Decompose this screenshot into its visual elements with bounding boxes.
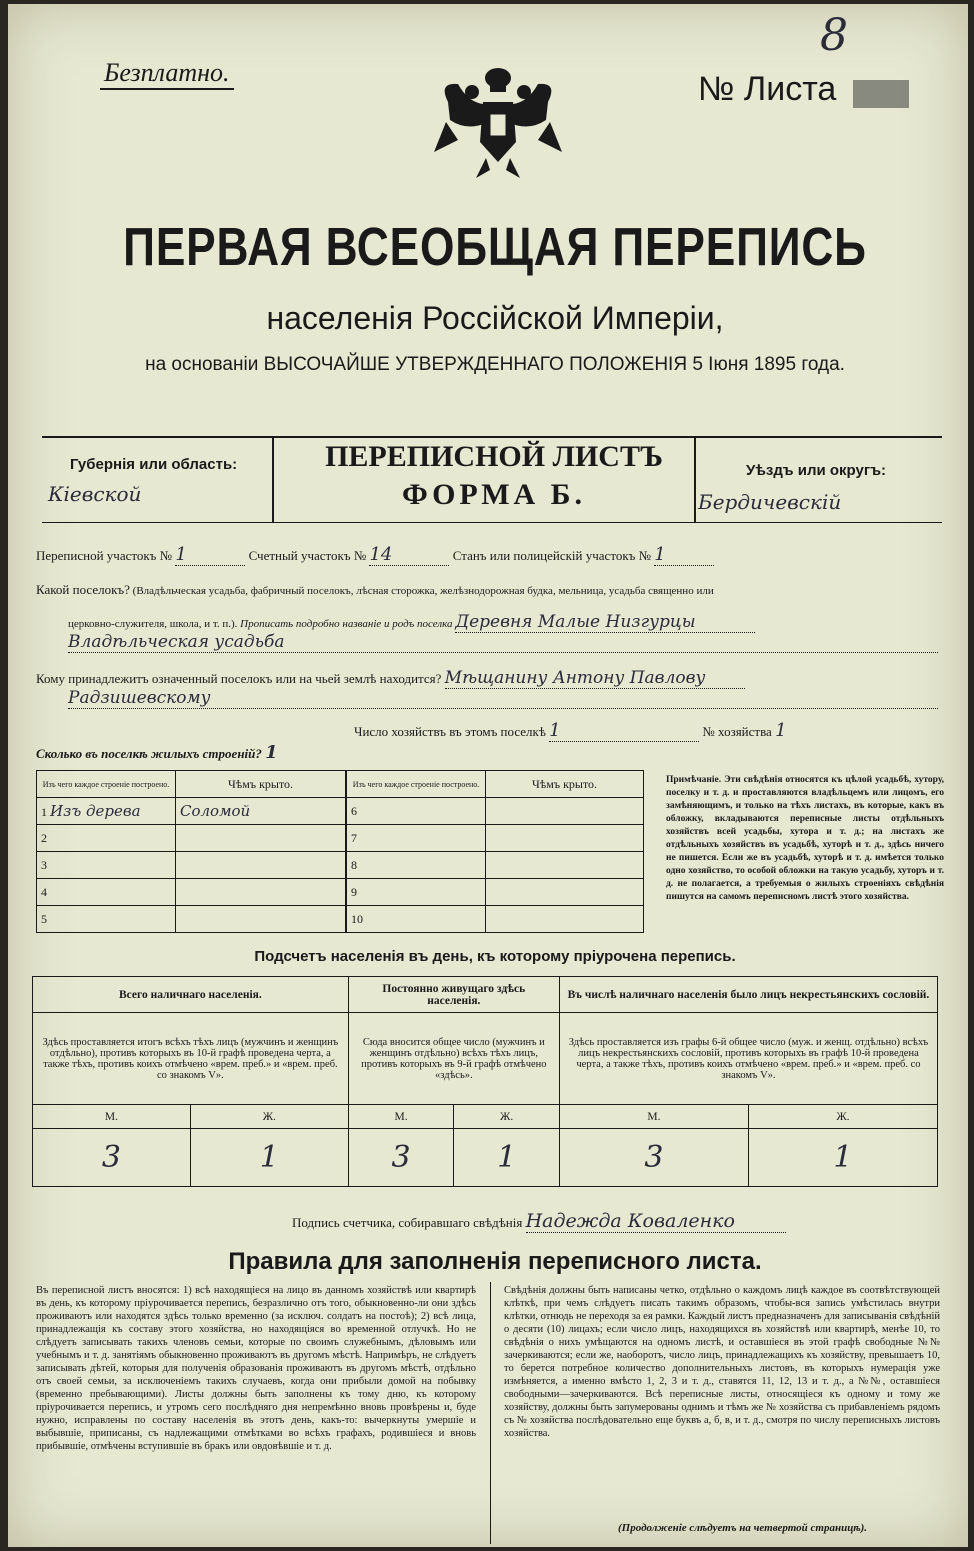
count-title: Подсчетъ населенія въ день, къ которому пріурочена перепись. — [254, 948, 736, 965]
owner-line — [36, 668, 941, 689]
buildings-label: Сколько въ поселкѣ жилыхъ строеній? — [36, 746, 262, 761]
buildings-table-right — [346, 770, 644, 933]
poselok-value[interactable]: Деревня Малые Низгурцы — [455, 612, 755, 633]
hozyaistvo-value[interactable]: 1 — [775, 720, 787, 741]
poselok-value-2[interactable]: Владѣльческая усадьба — [68, 632, 938, 653]
uezd-value[interactable]: Бердичевскій — [698, 490, 842, 514]
table-row: 10 — [347, 906, 644, 933]
sheet-number-stamp — [853, 80, 909, 108]
count-value[interactable]: 1 — [748, 1129, 937, 1187]
roof-cell[interactable]: Соломой — [176, 798, 346, 825]
census-basis: на основаніи ВЫСОЧАЙШЕ УТВЕРЖДЕННАГО ПОЛОЖЕНІЯ 5 Іюня 1895 года. — [145, 354, 845, 375]
roof-cell[interactable] — [486, 852, 644, 879]
table-row: 5 — [37, 906, 346, 933]
rules-divider — [490, 1282, 491, 1544]
census-subtitle: населенія Россійской Имперіи, — [266, 300, 724, 336]
corner-sheet-number: 8 — [820, 10, 848, 61]
table-row: 1 Изъ дерева Соломой — [37, 798, 346, 825]
count-col1-header: Всего наличнаго населенія. — [33, 977, 349, 1013]
count-value[interactable]: 1 — [190, 1129, 348, 1187]
stan-value[interactable]: 1 — [654, 544, 714, 566]
col-roof-header: Чѣмъ крыто. — [176, 771, 346, 798]
roof-cell[interactable] — [486, 879, 644, 906]
signature-value[interactable]: Надежда Коваленко — [526, 1210, 786, 1233]
count-value[interactable]: 3 — [348, 1129, 454, 1187]
count-col3-header: Въ числѣ наличнаго населенія было лицъ некрестьянскихъ сословій. — [559, 977, 937, 1013]
count-value[interactable]: 1 — [454, 1129, 560, 1187]
poselok-label: Какой поселокъ? — [36, 582, 130, 597]
rules-right-column: Свѣдѣнія должны быть написаны четко, отдѣльно о каждомъ лицѣ каждое въ соотвѣтствующей клѣткѣ, при чемъ слѣдуетъ писать такимъ образомъ, чтобы-вся запись умѣстилась внутри клѣтки, отнюдь не переходя за ея рамки. Каждый листъ предназначенъ для записыванія свѣдѣній о десяти (10) лицахъ; если число лицъ, находящихся въ хозяйствѣ или квартирѣ, менѣе 10, то свѣдѣнія о нихъ умѣщаются на одномъ листѣ, и оставшіеся въ этой графѣ свободные №№ зачеркиваются; если же, наоборотъ, число лицъ, принадлежащихъ къ хозяйству, превышаетъ 10, то берется потребное количество дополнительныхъ листовъ, въ которыхъ нумерація уже измѣняется, а именно вмѣсто 1, 2, 3 и т. д., ставятся 11, 12, 13 и т. д., а №№, оставшіеся свободными—зачеркиваются. Всѣ переписные листы, относящіеся къ одному и тому же хозяйству, должны быть запумерованы однимъ и тѣмъ же № хозяйства съ прибавленіемъ рядомъ съ № хозяйства послѣдовательно еще буквъ а, б, в, и т. д., смотря по числу переписныхъ листовъ хозяйства. — [504, 1285, 940, 1439]
material-cell[interactable]: Изъ дерева — [50, 802, 141, 820]
owner-value[interactable]: Мѣщанину Антону Павлову — [445, 668, 745, 689]
gubernia-value[interactable]: Кіевской — [48, 482, 142, 506]
table-row: 3 — [37, 852, 346, 879]
hozyaistvo-label: № хозяйства — [702, 724, 772, 739]
households-line — [354, 720, 944, 742]
buildings-note: Примѣчаніе. Эти свѣдѣнія относятся къ цѣлой усадьбѣ, хутору, поселку и т. д. и проставляются владѣльцемъ или лицомъ, его замѣняющимъ, и только на тѣхъ листахъ, въ которые, какъ въ обложку, вкладываются переписные листы отдѣльныхъ хозяйствъ всей усадьбы, хутора и т. д.; на листахъ же отдѣльныхъ хозяйствъ въ усадьбѣ, хуторѣ и т. д., здѣсь ничего не пишется. Если же въ усадьбѣ, хуторѣ и т. д. имѣется только одно хозяйство, то особой обложки на такую усадьбу, хуторъ и т. д. не полагается, а требуемыя о жилыхъ строеніяхъ свѣдѣнія пишутся на самомъ переписномъ листѣ этого хозяйства. — [666, 775, 944, 902]
poselok-instruction: Прописать подробно названіе и родъ поселка — [240, 618, 453, 630]
table-row: 8 — [347, 852, 644, 879]
stan-label: Станъ или полицейскій участокъ № — [452, 548, 652, 563]
buildings-line — [36, 742, 278, 763]
rules-continued: (Продолженіе слѣдуетъ на четвертой страницѣ). — [618, 1522, 868, 1534]
poselok-hint-2: церковно-служителя, школа, и т. п.). — [68, 618, 238, 630]
gubernia-label: Губернія или область: — [70, 456, 238, 473]
roof-cell[interactable] — [176, 852, 346, 879]
col-roof-header: Чѣмъ крыто. — [486, 771, 644, 798]
owner-label: Кому принадлежитъ означенный поселокъ или на чьей землѣ находится? — [36, 671, 442, 686]
sheet-number-label: № Листа — [698, 70, 837, 108]
col-material-header: Изъ чего каждое строеніе построено. — [37, 771, 176, 798]
households-label: Число хозяйствъ въ этомъ поселкѣ — [354, 724, 546, 739]
roof-cell[interactable] — [486, 825, 644, 852]
free-label: Безплатно. — [100, 58, 234, 90]
signature-label: Подпись счетчика, собиравшаго свѣдѣнія — [292, 1215, 523, 1230]
buildings-value[interactable]: 1 — [265, 742, 278, 763]
poselok-line-2 — [68, 612, 948, 633]
count-col3-desc: Здѣсь проставляется изъ графы 6-й общее число (муж. и женщ. отдѣльно) всѣхъ лицъ некрестьянскихъ сословій, противъ которыхъ въ графѣ 10-й проведена черта, а также тѣхъ, противъ коихъ отмѣчено «врем. преб.» и «врем. преб. со знакомъ V». — [559, 1013, 937, 1105]
roof-cell[interactable] — [176, 825, 346, 852]
form-name: ФОРМА Б. — [401, 478, 587, 511]
owner-value-2[interactable]: Радзишевскому — [68, 688, 938, 709]
census-sheet — [8, 4, 968, 1547]
form-title: ПЕРЕПИСНОЙ ЛИСТЪ — [325, 440, 663, 473]
roof-cell[interactable] — [176, 879, 346, 906]
uchastok-label: Переписной участокъ № — [36, 548, 173, 563]
count-value[interactable]: 3 — [559, 1129, 748, 1187]
table-row: 4 — [37, 879, 346, 906]
uchastok-line — [36, 544, 936, 566]
poselok-hint: (Владѣльческая усадьба, фабричный поселокъ, лѣсная сторожка, желѣзнодорожная будка, мельница, усадьба священно или — [132, 585, 714, 597]
count-col2-desc: Сюда вносится общее число (мужчинъ и женщинъ отдѣльно) всѣхъ тѣхъ лицъ, противъ которыхъ въ 9-й графѣ отмѣчено «здѣсь». — [348, 1013, 559, 1105]
schet-value[interactable]: 14 — [369, 544, 449, 566]
uchastok-value[interactable]: 1 — [175, 544, 245, 566]
table-row: 9 — [347, 879, 644, 906]
count-value[interactable]: 3 — [33, 1129, 191, 1187]
roof-cell[interactable] — [176, 906, 346, 933]
col-material-header: Изъ чего каждое строеніе построено. — [347, 771, 486, 798]
roof-cell[interactable] — [486, 798, 644, 825]
double-headed-eagle-icon — [428, 62, 568, 182]
rules-title: Правила для заполненія переписного листа. — [228, 1248, 762, 1275]
uezd-label: Уѣздъ или округъ: — [746, 462, 887, 479]
poselok-line — [36, 582, 941, 598]
census-title: ПЕРВАЯ ВСЕОБЩАЯ ПЕРЕПИСЬ — [123, 217, 867, 277]
households-value[interactable]: 1 — [549, 720, 699, 742]
buildings-table-left — [36, 770, 346, 933]
count-col2-header: Постоянно живущаго здѣсь населенія. — [348, 977, 559, 1013]
signature-line — [292, 1210, 786, 1233]
table-row: 6 — [347, 798, 644, 825]
table-row: 7 — [347, 825, 644, 852]
table-row: 2 — [37, 825, 346, 852]
rules-left-column: Въ переписной листъ вносятся: 1) всѣ находящіеся на лицо въ данномъ хозяйствѣ или квартирѣ въ день, къ которому пріурочивается перепись, безразлично отъ того, обыкновенно-ли они здѣсь проживаютъ или находятся здѣсь только временно (за исключ. солдатъ на постоѣ); 2) всѣ лица, принадлежащія къ составу этого хозяйства, но находящіяся во временной отлучкѣ. Но не слѣдуетъ записывать такихъ членовъ семьи, которые по своимъ служебнымъ, дѣловымъ или учебнымъ и т. д. занятіямъ обыкновенно проживаютъ въ другомъ мѣстѣ. Напримѣръ, не слѣдуетъ записывать дѣтей, которыя для полученія образованія проживаютъ въ другомъ мѣстѣ, отдѣльно отъ своей семьи, за исключеніемъ такихъ случаевъ, когда они прибыли домой на побывку (временно пребывающими). Листы должны быть заполнены къ тому дню, къ которому пріурочивается перепись, и утромъ сего послѣдняго дня непремѣнно вновь провѣрены и, буде нужно, исправлены по составу населенія въ этотъ день, какъ-то: вычеркнуты умершіе и выбывшіе, приписаны, съ надлежащими отмѣтками во всѣхъ графахъ, родившіеся и вновь прибывшіе, отмѣчены вступившіе въ бракъ или овдовѣвшіе и т. д. — [36, 1285, 476, 1452]
roof-cell[interactable] — [486, 906, 644, 933]
count-col1-desc: Здѣсь проставляется итогъ всѣхъ тѣхъ лицъ (мужчинъ и женщинъ отдѣльно), противъ которыхъ въ 10-й графѣ проведена черта, а также тѣхъ, противъ коихъ отмѣчено «врем. преб.» и «врем. преб. со знакомъ V». — [33, 1013, 349, 1105]
population-count-table: Всего наличнаго населенія. Постоянно живущаго здѣсь населенія. Въ числѣ наличнаго населенія было лицъ некрестьянскихъ сословій. Здѣсь проставляется итогъ всѣхъ тѣхъ лицъ (мужчинъ и женщинъ отдѣльно), противъ которыхъ въ 10-й графѣ проведена черта, а также тѣхъ, противъ коихъ отмѣчено «врем. преб.» и «врем. преб. со знакомъ V». Сюда вносится общее число (мужчинъ и женщинъ отдѣльно) всѣхъ тѣхъ лицъ, противъ которыхъ въ 9-й графѣ отмѣчено «здѣсь». Здѣсь проставляется изъ графы 6-й общее число (муж. и женщ. отдѣльно) всѣхъ лицъ некрестьянскихъ сословій, противъ которыхъ въ графѣ 10-й проведена черта, а также тѣхъ, противъ коихъ отмѣчено «врем. преб.» и «врем. преб. со знакомъ V». М. Ж. М. Ж. М. Ж. 3 1 3 1 3 1 — [32, 976, 938, 1187]
schet-label: Счетный участокъ № — [248, 548, 367, 563]
